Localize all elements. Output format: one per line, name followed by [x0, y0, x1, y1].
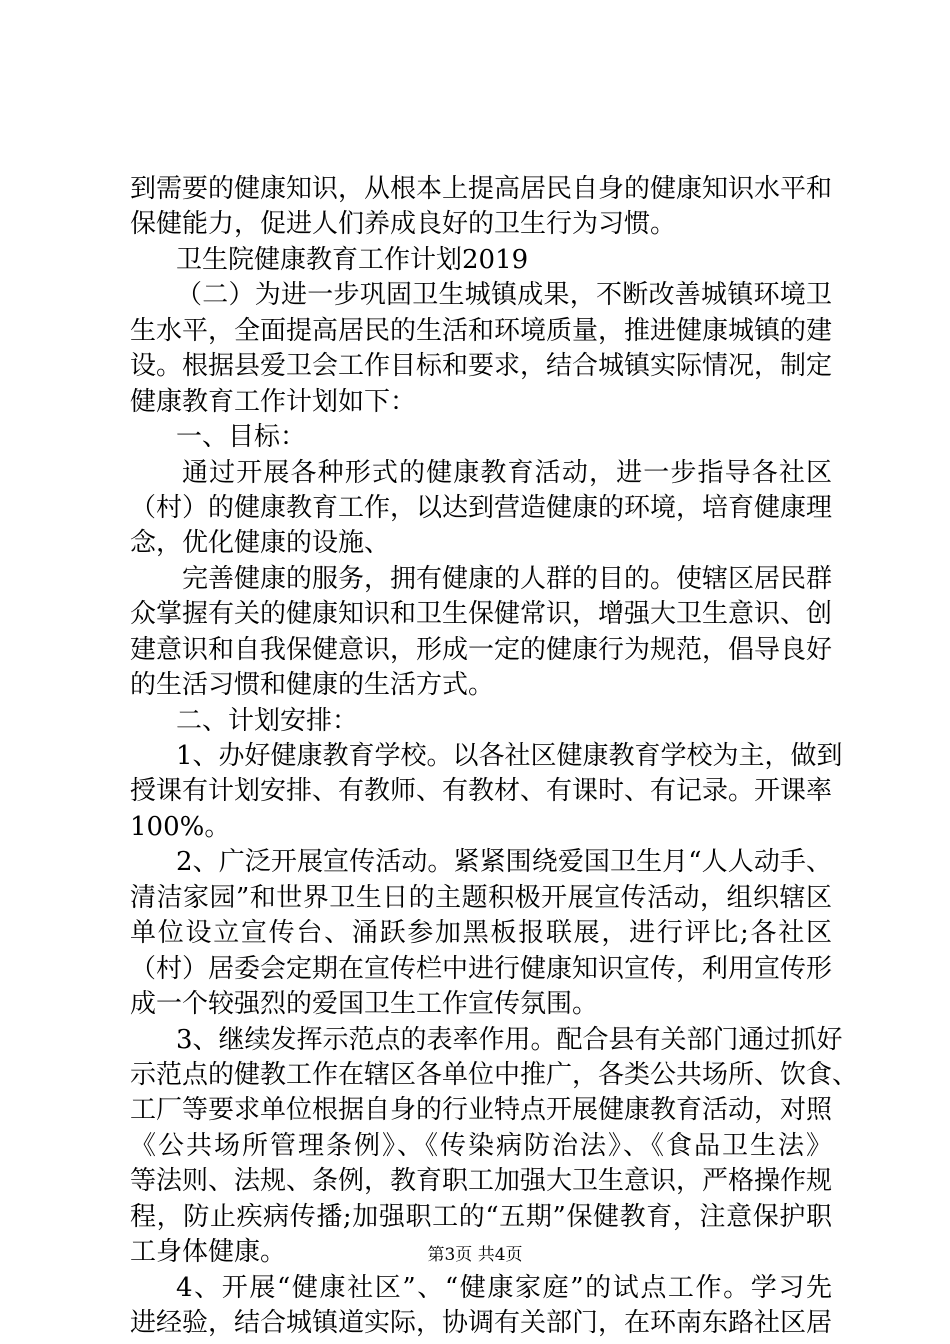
text-line: 授课有计划安排、有教师、有教材、有课时、有记录。开课率: [130, 776, 833, 807]
text-line: 生水平，全面提高居民的生活和环境质量，推进健康城镇的建: [130, 315, 833, 346]
text-line: 进经验，结合城镇道实际，协调有关部门，在环南东路社区居: [130, 1308, 833, 1338]
text-line: 程，防止疾病传播;加强职工的“五期”保健教育，注意保护职: [130, 1201, 832, 1232]
text-line: 4、开展“健康社区”、“健康家庭”的试点工作。学习先: [176, 1272, 832, 1303]
text-line: 建意识和自我保健意识，形成一定的健康行为规范，倡导良好: [130, 634, 833, 665]
text-line: 的生活习惯和健康的生活方式。: [130, 670, 495, 701]
body-text: [130, 172, 859, 1341]
text-line: 众掌握有关的健康知识和卫生保健常识，增强大卫生意识、创: [130, 599, 833, 630]
text-line: （二）为进一步巩固卫生城镇成果，不断改善城镇环境卫: [176, 280, 832, 311]
text-line: （村）居委会定期在宣传栏中进行健康知识宣传，利用宣传形: [130, 953, 833, 984]
section-heading: 卫生院健康教育工作计划2019: [176, 244, 529, 275]
text-line: 健康教育工作计划如下：: [130, 386, 417, 417]
text-line: 到需要的健康知识，从根本上提高居民自身的健康知识水平和: [130, 174, 833, 204]
text-line: 《公共场所管理条例》、《传染病防治法》、《食品卫生法》: [130, 1130, 832, 1161]
text-line: 100%。: [130, 811, 231, 842]
text-line: 工厂等要求单位根据自身的行业特点开展健康教育活动，对照: [130, 1095, 833, 1126]
page-number: 第3页 共4页: [427, 1245, 523, 1265]
text-line: 成一个较强烈的爱国卫生工作宣传氛围。: [130, 989, 599, 1020]
section-heading: 二、计划安排：: [176, 705, 359, 736]
text-line: 完善健康的服务，拥有健康的人群的目的。使辖区居民群: [182, 563, 833, 594]
text-line: 示范点的健教工作在辖区各单位中推广，各类公共场所、饮食、: [130, 1059, 859, 1090]
text-line: 2、广泛开展宣传活动。紧紧围绕爱国卫生月“人人动手、: [176, 847, 832, 878]
text-line: 设。根据县爱卫会工作目标和要求，结合城镇实际情况，制定: [130, 351, 833, 382]
text-line: （村）的健康教育工作，以达到营造健康的环境，培育健康理: [130, 492, 833, 523]
section-heading: 一、目标：: [176, 422, 307, 453]
text-line: 保健能力，促进人们养成良好的卫生行为习惯。: [130, 209, 677, 240]
text-line: 工身体健康。: [130, 1237, 287, 1268]
text-line: 念，优化健康的设施、: [130, 528, 391, 559]
text-line: 等法则、法规、条例，教育职工加强大卫生意识，严格操作规: [130, 1166, 833, 1197]
text-line: 通过开展各种形式的健康教育活动，进一步指导各社区: [182, 457, 832, 488]
text-line: 3、继续发挥示范点的表率作用。配合县有关部门通过抓好: [176, 1024, 843, 1055]
text-line: 单位设立宣传台、涌跃参加黑板报联展，进行评比;各社区: [130, 918, 832, 949]
text-line: 清洁家园”和世界卫生日的主题积极开展宣传活动，组织辖区: [130, 882, 832, 913]
text-line: 1、办好健康教育学校。以各社区健康教育学校为主，做到: [176, 741, 843, 771]
